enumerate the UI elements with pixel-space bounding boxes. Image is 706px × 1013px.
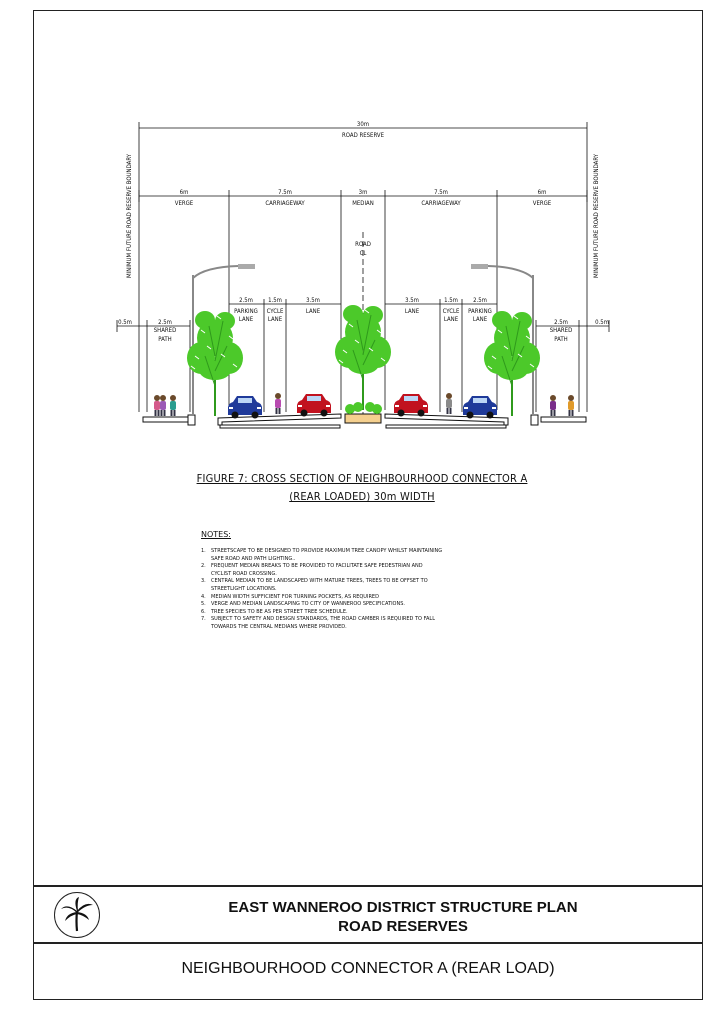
figure-caption <box>150 470 574 506</box>
overall-dimension: 30m <box>356 121 370 128</box>
pedestrian-3 <box>170 395 176 416</box>
title-block <box>33 886 703 943</box>
median-tree <box>335 305 391 410</box>
car-red-left <box>297 394 331 417</box>
pedestrian-2 <box>160 395 166 416</box>
zone-3-dimension: 3m <box>358 189 368 196</box>
parking-lane-dim-left: 2.5m <box>239 297 253 304</box>
parking-lane-line2-left: LANE <box>238 316 254 323</box>
cycle-lane-line1-left: CYCLE <box>266 308 284 315</box>
note-number: 1. <box>201 548 206 554</box>
zone-2-label: CARRIAGEWAY <box>265 200 305 207</box>
note-number: 6. <box>201 608 206 615</box>
plan-subtitle: ROAD RESERVES <box>338 918 468 935</box>
notes-title: NOTES: <box>201 530 231 539</box>
shared-path-line2-right: PATH <box>554 336 568 343</box>
note-number: 3. <box>201 578 206 585</box>
zone-5-dimension: 6m <box>537 189 547 196</box>
note-number: 7. <box>201 616 206 623</box>
car-red-right <box>394 394 428 417</box>
cycle-lane-dim-left: 1.5m <box>268 297 282 304</box>
cross-section-drawing <box>0 0 706 440</box>
parking-lane-line2-right: LANE <box>472 316 488 323</box>
note-item <box>201 563 491 578</box>
road-cl-line2: CL <box>359 250 367 257</box>
boundary-label-right: MINIMUM FUTURE ROAD RESERVE BOUNDARY <box>593 154 600 278</box>
parking-lane-dim-right: 2.5m <box>473 297 487 304</box>
note-item <box>201 609 491 617</box>
shared-path-dim-right: 2.5m <box>554 319 568 326</box>
note-text: FREQUENT MEDIAN BREAKS TO BE PROVIDED TO FACILITATE SAFE PEDESTRIAN AND <box>211 563 423 570</box>
palm-logo-icon <box>54 892 100 938</box>
figure-caption-line1: FIGURE 7: CROSS SECTION OF NEIGHBOURHOOD CONNECTOR A <box>196 472 528 485</box>
edge-dim-left: 0.5m <box>118 319 132 326</box>
note-text: TREE SPECIES TO BE AS PER STREET TREE SCHEDULE. <box>211 608 348 615</box>
edge-dim-right: 0.5m <box>595 319 609 326</box>
notes-list <box>201 548 491 632</box>
parking-lane-line1-right: PARKING <box>468 308 492 315</box>
boundary-label-left: MINIMUM FUTURE ROAD RESERVE BOUNDARY <box>126 154 133 278</box>
zone-5-label: VERGE <box>532 200 552 207</box>
note-number: 4. <box>201 593 206 600</box>
car-blue-left <box>228 396 262 419</box>
cycle-lane-line1-right: CYCLE <box>442 308 460 315</box>
cycle-lane-line2-right: LANE <box>443 316 459 323</box>
lane-label-left: LANE <box>305 308 321 315</box>
note-text-cont: SAFE ROAD AND PATH LIGHTING.. <box>211 555 296 562</box>
shared-path-dim-left: 2.5m <box>158 319 172 326</box>
cycle-lane-line2-left: LANE <box>267 316 283 323</box>
car-blue-right <box>463 396 497 419</box>
cycle-lane-dim-right: 1.5m <box>444 297 458 304</box>
pedestrian-4 <box>550 395 556 416</box>
shared-path-line1-left: SHARED <box>153 327 177 334</box>
zone-4-dimension: 7.5m <box>434 189 448 196</box>
pedestrian-5 <box>568 395 574 416</box>
note-text: MEDIAN WIDTH SUFFICIENT FOR TURNING POCKETS, AS REQUIRED <box>211 593 379 600</box>
note-item <box>201 578 491 593</box>
zone-3-label: MEDIAN <box>352 200 374 207</box>
note-text-cont: TOWARDS THE CENTRAL MEDIANS WHERE PROVIDED. <box>211 623 347 630</box>
parking-lane-line1-left: PARKING <box>234 308 258 315</box>
note-number: 2. <box>201 563 206 570</box>
note-number: 5. <box>201 601 206 608</box>
note-text-cont: STREETLIGHT LOCATIONS. <box>211 585 277 592</box>
overall-label: ROAD RESERVE <box>342 132 384 139</box>
notes-section <box>201 530 491 632</box>
cyclist-left <box>275 393 281 414</box>
note-item <box>201 601 491 609</box>
drawing-title: NEIGHBOURHOOD CONNECTOR A (REAR LOAD) <box>181 960 555 977</box>
shared-path-line1-right: SHARED <box>549 327 573 334</box>
figure-caption-line2: (REAR LOADED) 30m WIDTH <box>289 490 435 503</box>
zone-1-dimension: 6m <box>179 189 189 196</box>
cyclist-right <box>446 393 452 414</box>
note-text-cont: CYCLIST ROAD CROSSING. <box>211 570 277 577</box>
zone-2-dimension: 7.5m <box>278 189 292 196</box>
note-item <box>201 548 491 563</box>
pedestrian-1 <box>154 395 160 416</box>
zone-1-label: VERGE <box>174 200 194 207</box>
zone-4-label: CARRIAGEWAY <box>421 200 461 207</box>
note-item <box>201 594 491 602</box>
lane-dim-left: 3.5m <box>306 297 320 304</box>
road-cl-line1: ROAD <box>355 241 371 248</box>
note-text: SUBJECT TO SAFETY AND DESIGN STANDARDS, THE ROAD CAMBER IS REQUIRED TO FALL <box>211 616 435 623</box>
lane-label-right: LANE <box>404 308 420 315</box>
drawing-title-box <box>33 943 703 1000</box>
verge-tree-right <box>484 311 540 416</box>
note-text: CENTRAL MEDIAN TO BE LANDSCAPED WITH MATURE TREES, TREES TO BE OFFSET TO <box>211 578 428 585</box>
lane-dim-right: 3.5m <box>405 297 419 304</box>
shared-path-line2-left: PATH <box>158 336 172 343</box>
note-item <box>201 616 491 631</box>
note-text: VERGE AND MEDIAN LANDSCAPING TO CITY OF WANNEROO SPECIFICATIONS. <box>211 601 405 608</box>
note-text: STREETSCAPE TO BE DESIGNED TO PROVIDE MAXIMUM TREE CANOPY WHILST MAINTAINING <box>211 548 443 554</box>
plan-title: EAST WANNEROO DISTRICT STRUCTURE PLAN <box>228 899 578 916</box>
